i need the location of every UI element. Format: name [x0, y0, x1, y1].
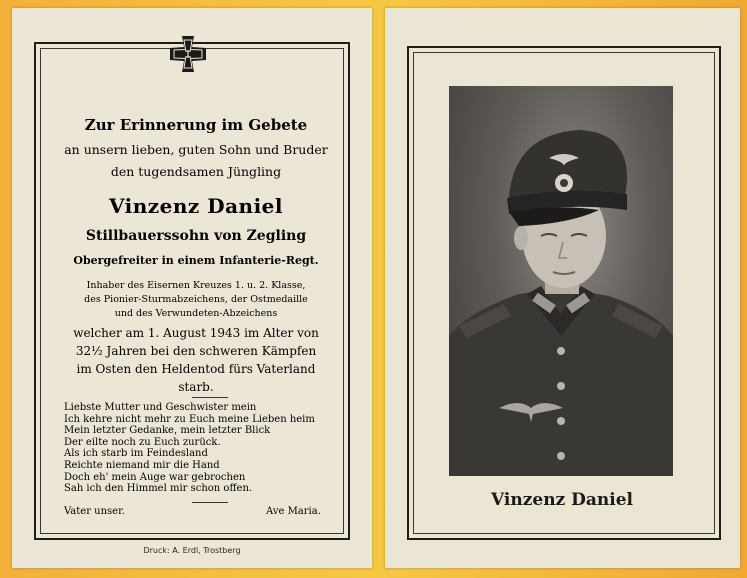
death-line: 32½ Jahren bei den schweren Kämpfen	[75, 344, 317, 358]
heading: Zur Erinnerung im Gebete	[84, 116, 308, 134]
soldier-portrait-drawing	[449, 86, 673, 476]
memorial-card-text	[12, 8, 372, 568]
intro-line-2: den tugendsamen Jüngling	[110, 164, 282, 179]
iron-cross-icon	[168, 34, 208, 74]
prayer-our-father: Vater unser.	[64, 506, 125, 517]
poem-line: Ich kehre nicht mehr zu Euch meine Lieben heim	[64, 413, 315, 425]
honors-line: Inhaber des Eisernen Kreuzes 1. u. 2. Klasse,	[86, 280, 306, 291]
memorial-card-photo	[385, 8, 740, 568]
death-line: welcher am 1. August 1943 im Alter von	[73, 326, 319, 340]
poem	[64, 402, 344, 495]
poem-line: Doch eh' mein Auge war gebrochen	[64, 471, 246, 483]
poem-line: Als ich starb im Feindesland	[64, 448, 208, 460]
separator-rule	[192, 502, 228, 503]
prayer-ave-maria: Ave Maria.	[266, 506, 321, 517]
deceased-name: Vinzenz Daniel	[108, 194, 283, 218]
death-line: im Osten den Heldentod fürs Vaterland	[76, 362, 316, 376]
poem-line: Der eilte noch zu Euch zurück.	[64, 436, 221, 448]
separator-rule	[192, 397, 228, 398]
poem-line: Mein letzter Gedanke, mein letzter Blick	[64, 425, 271, 437]
poem-line: Liebste Mutter und Geschwister mein	[64, 402, 257, 413]
honors-line: und des Verwundeten-Abzeichens	[114, 308, 278, 319]
soldier-portrait-photo	[449, 86, 673, 476]
rank-line: Obergefreiter in einem Infanterie-Regt.	[73, 254, 319, 267]
honors-line: des Pionier-Sturmabzeichens, der Ostmedaille	[84, 294, 308, 305]
death-line: starb.	[178, 380, 214, 394]
poem-line: Reichte niemand mir die Hand	[64, 459, 220, 471]
printer-imprint: Druck: A. Erdl, Trostberg	[143, 546, 241, 555]
photo-caption: Vinzenz Daniel	[491, 490, 633, 510]
poem-line: Sah ich den Himmel mir schon offen.	[64, 483, 253, 495]
origin-line: Stillbauerssohn von Zegling	[85, 228, 307, 244]
intro-line-1: an unsern lieben, guten Sohn und Bruder	[64, 142, 328, 157]
